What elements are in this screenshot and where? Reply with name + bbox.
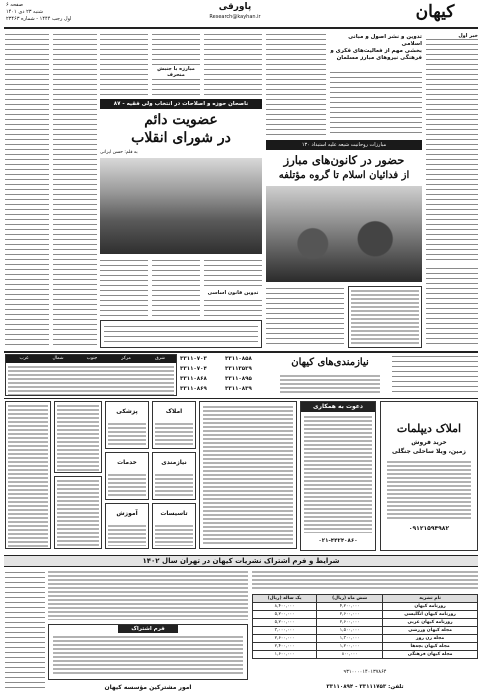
phone-2: ۳۳۱۱۰۷۰۴ bbox=[180, 366, 207, 372]
text-column-9 bbox=[266, 32, 326, 137]
price-yearly: ۸,۴۰۰,۰۰۰ bbox=[253, 603, 317, 611]
ads-address bbox=[280, 374, 380, 394]
text-column-2 bbox=[53, 32, 97, 348]
price-six: ۱,۵۰۰,۰۰۰ bbox=[317, 627, 383, 635]
logo: کیهان bbox=[415, 2, 455, 22]
table-row bbox=[253, 643, 478, 651]
struggle-photo bbox=[266, 186, 422, 282]
form-title: فرم اشتراک bbox=[118, 625, 178, 633]
price-header-name: نام نشریه bbox=[383, 595, 478, 603]
table-row bbox=[253, 619, 478, 627]
table-row bbox=[253, 611, 478, 619]
price-six: ۸۰۰,۰۰۰ bbox=[317, 651, 383, 659]
subscription-form bbox=[48, 624, 248, 680]
struggle-lead bbox=[330, 34, 422, 74]
phone-1: ۳۳۱۱۰۷۰۳ bbox=[180, 356, 207, 362]
publication-name: مجله زن روز bbox=[383, 635, 478, 643]
price-header-yearly: یک ساله (ریال) bbox=[253, 595, 317, 603]
region-5: شرق bbox=[155, 356, 165, 361]
price-yearly: ۵,۲۰۰,۰۰۰ bbox=[253, 611, 317, 619]
price-header-six: شش ماه (ریال) bbox=[317, 595, 383, 603]
text-column-3 bbox=[100, 32, 148, 97]
struggle-headline-2: از فدائیان اسلام تا گروه مؤتلفه bbox=[278, 170, 410, 181]
date-line: شنبه ۲۳ دی ۱۴۰۱ bbox=[6, 9, 43, 15]
text-column-13 bbox=[266, 286, 344, 348]
publication-name: روزنامه کیهان عربی bbox=[383, 619, 478, 627]
ads-section-title: نیازمندی‌های کیهان bbox=[291, 357, 369, 368]
publication-name: مجله کیهان ورزشی bbox=[383, 627, 478, 635]
phone-3: ۳۳۱۱۰۸۶۸ bbox=[180, 376, 207, 382]
section-email: Research@kayhan.ir bbox=[209, 14, 261, 20]
hiring-title: دعوت به همکاری bbox=[301, 402, 375, 412]
publication-name: مجله کیهان بچه‌ها bbox=[383, 643, 478, 651]
classified-grid bbox=[5, 401, 297, 551]
news-label: خبر اول bbox=[426, 33, 478, 39]
ads-divider bbox=[4, 351, 478, 353]
revolution-photo bbox=[100, 158, 262, 254]
region-3: جنوب bbox=[86, 356, 98, 361]
ads-phone-columns-2 bbox=[225, 354, 265, 396]
price-table bbox=[252, 594, 478, 659]
revolution-series-bar: ناصحان حوزه و اصلاحات در انتخاب ولی فقیه - ۸۷ bbox=[100, 99, 262, 109]
subscription-conditions bbox=[48, 570, 248, 622]
price-six: ۲,۶۰۰,۰۰۰ bbox=[317, 611, 383, 619]
ads-inner-divider bbox=[4, 398, 478, 399]
regions-table bbox=[5, 354, 177, 396]
price-yearly: ۳,۰۰۰,۰۰۰ bbox=[253, 627, 317, 635]
phone-6: ۳۳۱۱۳۵۲۹ bbox=[225, 366, 252, 372]
publication-name: مجله کیهان فرهنگی bbox=[383, 651, 478, 659]
struggle-series-bar: مبارزات روحانیت شیعه علیه استبداد ۱۳۰ bbox=[266, 140, 422, 150]
classified-label-3: آموزش bbox=[116, 510, 138, 517]
ads-notice bbox=[392, 354, 478, 396]
text-column-11 bbox=[426, 32, 478, 262]
phone-7: ۳۳۱۱۰۸۹۵ bbox=[225, 376, 252, 382]
phone-5: ۳۳۱۱۰۸۵۸ bbox=[225, 356, 252, 362]
sub-heading-2: تدوین قانون اساسی bbox=[204, 290, 262, 296]
publication-name: روزنامه کیهان bbox=[383, 603, 478, 611]
text-column-12 bbox=[426, 266, 478, 348]
realty-sub: خرید فروش bbox=[411, 439, 447, 446]
text-column-8 bbox=[204, 258, 262, 318]
classified-label-5: نیازمندی bbox=[161, 459, 187, 466]
text-column-10 bbox=[330, 70, 422, 137]
price-yearly: ۵,۲۰۰,۰۰۰ bbox=[253, 619, 317, 627]
text-column-7 bbox=[152, 258, 200, 318]
sub-heading-1: مبارزه با جنبش منحرف bbox=[152, 66, 200, 78]
subscription-right-text bbox=[252, 570, 478, 592]
classified-label-1: پزشکی bbox=[116, 408, 138, 415]
price-six: ۱,۲۰۰,۰۰۰ bbox=[317, 643, 383, 651]
footer-phone: تلفن: ۳۳۱۱۱۷۵۳ - ۳۳۱۱۰۸۹۴ bbox=[326, 684, 404, 690]
price-six: ۱,۳۰۰,۰۰۰ bbox=[317, 635, 383, 643]
region-1: غرب bbox=[19, 356, 29, 361]
realty-ad bbox=[380, 401, 478, 551]
page-label: صفحه ۶ bbox=[6, 2, 23, 8]
classified-label-6: تاسیسات bbox=[160, 510, 188, 517]
realty-title: املاک دیپلمات bbox=[396, 422, 462, 435]
hiring-ad bbox=[300, 401, 376, 551]
subscription-title: شرایط و فرم اشتراک نشریات کیهان در تهران سال ۱۴۰۲ bbox=[142, 557, 340, 565]
revolution-headline-2: در شورای انقلاب bbox=[131, 130, 231, 146]
author-label: به قلم: حسن ایرانی bbox=[100, 150, 138, 155]
hiring-phone: ۰۲۱-۴۴۲۴۰۸۶۰ bbox=[318, 538, 358, 544]
price-six: ۴,۲۰۰,۰۰۰ bbox=[317, 603, 383, 611]
publication-name: روزنامه کیهان انگلیسی bbox=[383, 611, 478, 619]
price-yearly: ۲,۶۰۰,۰۰۰ bbox=[253, 635, 317, 643]
text-column-4 bbox=[152, 32, 200, 97]
realty-phone: ۰۹۱۲۱۵۹۴۹۸۲ bbox=[408, 525, 450, 532]
masthead bbox=[0, 0, 482, 30]
struggle-lead-line-3: فرهنگی نیروهای مبارز مسلمان bbox=[336, 55, 422, 61]
masthead-divider bbox=[4, 27, 478, 29]
price-six: ۲,۶۰۰,۰۰۰ bbox=[317, 619, 383, 627]
realty-line: زمین، ویلا ساحلی جنگلی bbox=[392, 448, 466, 455]
issue-line: اول رجب ۱۴۴۴ - شماره ۲۳۴۶۳ bbox=[6, 16, 72, 22]
subscription-title-bar bbox=[4, 555, 478, 567]
struggle-lead-line-2: بخشی مهم از فعالیت‌های فکری و bbox=[330, 48, 422, 54]
bottom-boxed-text bbox=[100, 320, 262, 348]
classified-label-4: املاک bbox=[165, 408, 183, 415]
account-number: ۹۳۱۰۰۰۰۱۴۰۱۳۷۸۶۴ bbox=[343, 669, 387, 675]
text-column-6 bbox=[100, 258, 148, 318]
boxed-quote bbox=[348, 286, 422, 348]
subscription-left bbox=[5, 570, 45, 695]
subscription-footer: امور مشترکین مؤسسه کیهان bbox=[104, 684, 192, 691]
table-row bbox=[253, 651, 478, 659]
text-column-1 bbox=[5, 32, 49, 348]
revolution-headline-1: عضویت دائم bbox=[144, 112, 218, 128]
phone-4: ۳۳۱۱۰۸۶۹ bbox=[180, 386, 207, 392]
table-row bbox=[253, 635, 478, 643]
table-row bbox=[253, 627, 478, 635]
classified-label-2: خدمات bbox=[117, 459, 137, 466]
table-row bbox=[253, 603, 478, 611]
phone-8: ۳۳۱۱۰۸۳۹ bbox=[225, 386, 252, 392]
region-2: شمال bbox=[52, 356, 64, 361]
price-yearly: ۲,۴۰۰,۰۰۰ bbox=[253, 643, 317, 651]
region-4: مرکز bbox=[121, 356, 131, 361]
struggle-lead-line-1: تدوین و نشر اصول و مبانی اسلامی bbox=[348, 34, 422, 47]
price-yearly: ۱,۶۰۰,۰۰۰ bbox=[253, 651, 317, 659]
section-title: پاورقی bbox=[218, 2, 252, 12]
text-column-5 bbox=[204, 32, 262, 97]
struggle-headline-1: حضور در کانون‌های مبارز bbox=[283, 153, 405, 167]
